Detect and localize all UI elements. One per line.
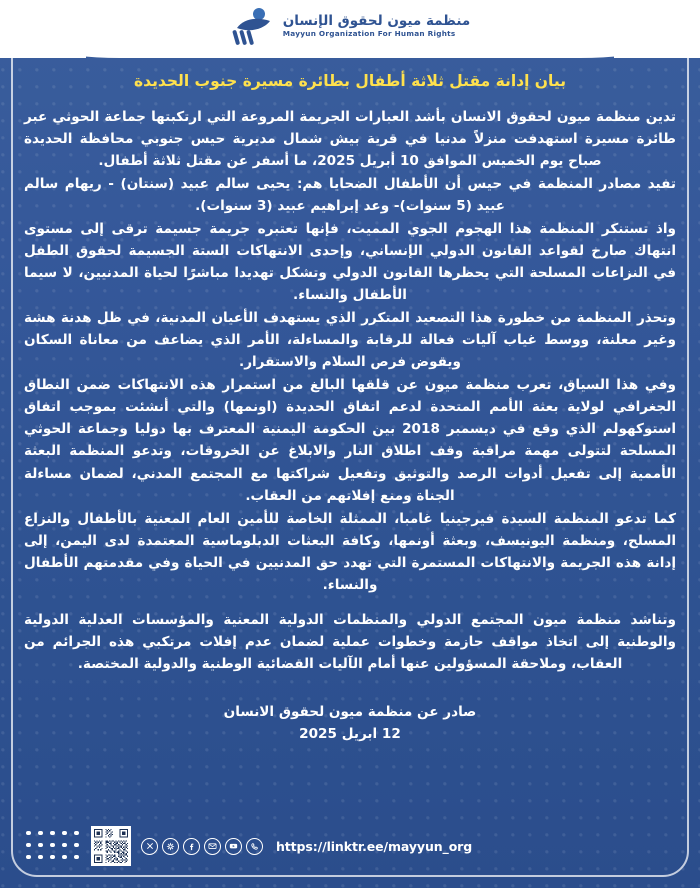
paragraph-5: وفي هذا السياق، تعرب منظمة ميون عن قلقها البالغ من استمرار هذه الانتهاكات ضمن النطاق الجغرافي لولاية بعثة الأمم المتحدة لدعم اتفاق الحديدة (اونمها) والتي أنشئت بموجب اتفاق استوكهولم الذي وقع في ديسمبر 2018 بين الحكومة اليمنية المعترف بها دوليا وجماعة الحوثي المسلحة لتتولى مهمة مراقبة وقف اطلاق النار والابلاغ عن الخروقات، وتدعو المنظمة البعثة الأممية إلى تفعيل أدوات الرصد والتوثيق وتفعيل شراكتها مع المجتمع المدني، لضمان مساءلة الجناة ومنع إفلاتهم من العقاب. (24, 377, 677, 504)
linktree-url[interactable]: https://linktr.ee/mayyun_org (276, 838, 473, 854)
whatsapp-icon[interactable] (246, 838, 263, 855)
organization-name-english: Mayyun Organization For Human Rights (282, 28, 456, 38)
paragraph-7: وتناشد منظمة ميون المجتمع الدولي والمنظمات الدولية المعنية والمؤسسات العدلية الدولية والوطنية إلى اتخاذ مواقف حازمة وخطوات عملية لضمان عدم إفلات مرتكبي هذه الجرائم من العقاب، وملاحقة المسؤولين عنها أمام الآليات القضائية الوطنية والدولية المختصة. (24, 611, 676, 672)
header-band (0, 0, 700, 58)
paragraph-1: تدين منظمة ميون لحقوق الانسان بأشد العبارات الجريمة المروعة التي ارتكبتها جماعة الحوثي عبر طائرة مسيرة استهدفت منزلاً مدنيا في قرية بيش شمال مديرية حيس جنوبي محافظة الحديدة صباح يوم الخميس الموافق 10 أبريل 2025، ما أسفر عن مقتل ثلاثة أطفال. (24, 109, 676, 170)
social-links (141, 838, 263, 855)
email-icon[interactable] (204, 838, 221, 855)
paragraph-4: وتحذر المنظمة من خطورة هذا التصعيد المتكرر الذي يستهدف الأعيان المدنية، في ظل هدنة هشة وغير معلنة، ووسط غياب آليات فعالة للرقابة والمساءلة، الأمر الذي يضاعف من معاناة السكان ويقوض فرص السلام والاستقرار. (24, 310, 676, 371)
youtube-icon[interactable] (225, 838, 242, 855)
mayyun-running-figure-logo-icon (230, 6, 276, 46)
organization-logo (230, 6, 470, 46)
signature-block (24, 701, 676, 745)
paragraph-3: واذ تستنكر المنظمة هذا الهجوم الجوي المميت، فإنها تعتبره جريمة جسيمة ترقى إلى مستوى انتهاك صارخ لقواعد القانون الدولي الإنساني، وإحدى الانتهاكات الستة الجسيمة لحقوق الطفل في النزاعات المسلحة التي يحظرها القانون الدولي وتشكل تهديدا مباشرًا لحياة المدنيين، لا سيما الأطفال والنساء. (24, 221, 676, 304)
paragraph-6: كما تدعو المنظمة السيدة فيرجينيا غامبا، الممثلة الخاصة للأمين العام المعنية بالأطفال والنزاع المسلح، ومنظمة اليونيسف، وبعثة أونمها، وكافة البعثات الدبلوماسية المعتمدة لدى اليمن، إلى إدانة هذه الجريمة والانتهاكات المستمرة التي تهدد حق المدنيين في الحياة وفي مقدمتهم الأطفال والنساء. (24, 510, 676, 593)
x-twitter-icon[interactable] (141, 838, 158, 855)
paragraph-2: تفيد مصادر المنظمة في حيس أن الأطفال الضحايا هم: يحيى سالم عبيد (سنتان) - ريهام سالم عبيد (5 سنوات)- وعد إبراهيم عبيد (3 سنوات). (24, 176, 676, 215)
qr-code-icon[interactable] (91, 826, 131, 866)
facebook-icon[interactable] (183, 838, 200, 855)
threads-icon[interactable] (162, 838, 179, 855)
statement-date: 12 ابريل 2025 (299, 725, 401, 742)
statement-content (24, 66, 676, 745)
organization-name-arabic: منظمة ميون لحقوق الإنسان (282, 12, 471, 29)
footer-bar (26, 826, 472, 866)
page-title: بيان إدانة مقتل ثلاثة أطفال بطائرة مسيرة جنوب الحديدة (133, 72, 567, 90)
decorative-dot-grid-icon (26, 831, 81, 862)
issued-by-line: صادر عن منظمة ميون لحقوق الانسان (223, 703, 477, 720)
organization-name-block (283, 14, 470, 38)
